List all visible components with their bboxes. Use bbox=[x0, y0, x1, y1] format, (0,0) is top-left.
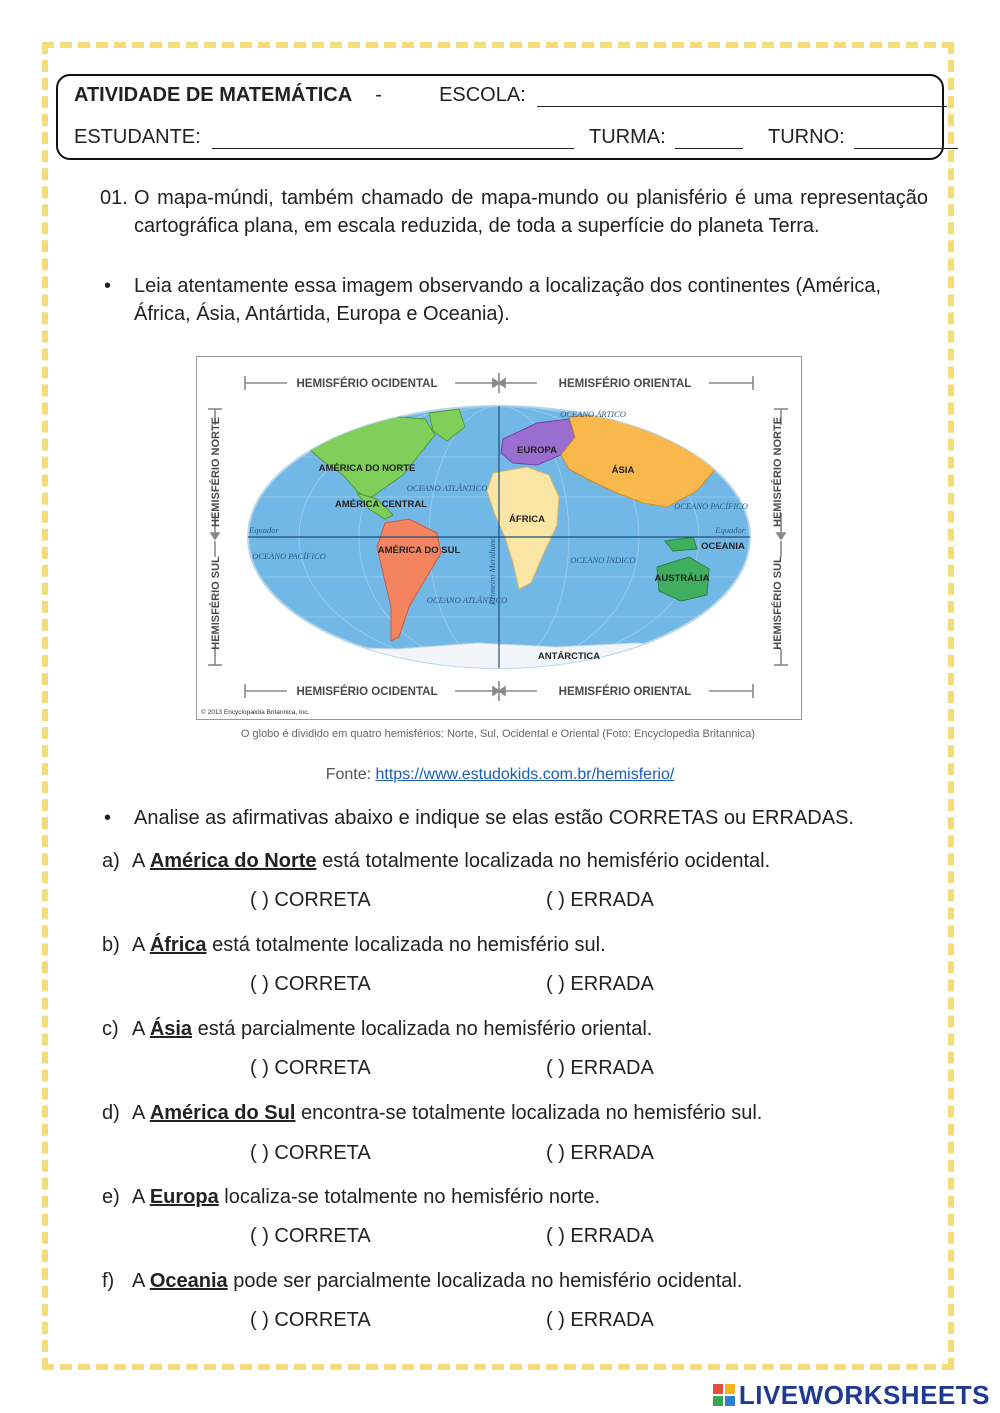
bullet-text: Analise as afirmativas abaixo e indique se elas estão CORRETAS ou ERRADAS. bbox=[134, 807, 854, 829]
option-errada-b[interactable]: ( ) ERRADA bbox=[546, 973, 654, 995]
liveworksheets-logo bbox=[713, 1380, 990, 1410]
intro-text: O mapa-múndi, também chamado de mapa-mundo ou planisfério é uma representação cartográfica plana, em escala reduzida, de toda a superfície do planeta Terra. bbox=[134, 187, 928, 237]
question-intro bbox=[100, 184, 928, 240]
label-oceano-atlantico-norte: OCEANO ATLÂNTICO bbox=[406, 483, 488, 493]
label-hemisferio-oriental-bottom: HEMISFÉRIO ORIENTAL bbox=[558, 686, 692, 698]
label-oceano-indico: OCEANO ÍNDICO bbox=[570, 555, 636, 565]
turno-label: TURNO: bbox=[768, 126, 845, 148]
question-text: está totalmente localizada no hemisfério ocidental. bbox=[322, 850, 771, 872]
label-equador-left: Equador bbox=[249, 525, 279, 535]
question-f bbox=[102, 1270, 742, 1293]
label-oceano-atlantico-sul: OCEANO ATLÂNTICO bbox=[426, 595, 508, 605]
label-africa: ÁFRICA bbox=[509, 514, 545, 525]
source-label: Fonte: bbox=[325, 766, 372, 783]
question-text: está totalmente localizada no hemisfério sul. bbox=[212, 934, 606, 956]
question-article: A bbox=[132, 1018, 145, 1040]
liveworksheets-logo-text: LIVEWORKSHEETS bbox=[738, 1379, 990, 1410]
label-hemisferio-oriental-top: HEMISFÉRIO ORIENTAL bbox=[558, 378, 692, 390]
option-errada-d[interactable]: ( ) ERRADA bbox=[546, 1142, 654, 1164]
escola-label: ESCOLA: bbox=[439, 84, 526, 106]
label-america-sul: AMÉRICA DO SUL bbox=[377, 545, 461, 556]
question-e bbox=[102, 1186, 600, 1209]
map-copyright: © 2013 Encyclopædia Britannica, Inc. bbox=[201, 709, 310, 716]
option-correta-a[interactable]: ( ) CORRETA bbox=[250, 889, 371, 911]
question-keyword: Oceania bbox=[149, 1270, 228, 1292]
question-article: A bbox=[132, 850, 145, 872]
world-map bbox=[196, 356, 802, 720]
question-label: f) bbox=[102, 1270, 115, 1292]
question-a bbox=[102, 850, 770, 873]
question-article: A bbox=[132, 1186, 145, 1208]
title-dash: - bbox=[375, 84, 382, 106]
question-article: A bbox=[132, 1102, 145, 1124]
turma-field[interactable] bbox=[675, 128, 743, 149]
label-oceania: OCEANIA bbox=[701, 541, 745, 552]
option-correta-b[interactable]: ( ) CORRETA bbox=[250, 973, 371, 995]
label-hemisferio-ocidental-top: HEMISFÉRIO OCIDENTAL bbox=[296, 378, 438, 390]
question-label: d) bbox=[102, 1102, 120, 1124]
question-article: A bbox=[132, 1270, 145, 1292]
option-correta-d[interactable]: ( ) CORRETA bbox=[250, 1142, 371, 1164]
option-correta-e[interactable]: ( ) CORRETA bbox=[250, 1225, 371, 1247]
option-errada-e[interactable]: ( ) ERRADA bbox=[546, 1225, 654, 1247]
option-errada-a[interactable]: ( ) ERRADA bbox=[546, 889, 654, 911]
option-errada-f[interactable]: ( ) ERRADA bbox=[546, 1309, 654, 1331]
label-hemisferio-norte-right: HEMISFÉRIO NORTE bbox=[772, 416, 784, 528]
escola-field[interactable] bbox=[537, 86, 947, 107]
question-b bbox=[102, 934, 606, 957]
map-caption: O globo é dividido em quatro hemisférios: Norte, Sul, Ocidental e Oriental (Foto: Encyclopedia Britannica) bbox=[240, 728, 756, 740]
bullet-analyze bbox=[100, 804, 930, 832]
option-correta-c[interactable]: ( ) CORRETA bbox=[250, 1057, 371, 1079]
question-keyword: América do Norte bbox=[149, 850, 317, 872]
activity-title: ATIVIDADE DE MATEMÁTICA bbox=[74, 84, 353, 106]
header-line-1 bbox=[74, 84, 926, 107]
label-primeiro-meridiano: Primeiro Meridiano bbox=[487, 536, 497, 605]
option-errada-c[interactable]: ( ) ERRADA bbox=[546, 1057, 654, 1079]
bullet-read-image bbox=[100, 272, 930, 328]
question-text: encontra-se totalmente localizada no hemisfério sul. bbox=[300, 1102, 763, 1124]
label-oceano-artico: OCEANO ÁRTICO bbox=[560, 409, 626, 419]
label-hemisferio-ocidental-bottom: HEMISFÉRIO OCIDENTAL bbox=[296, 686, 438, 698]
turno-field[interactable] bbox=[854, 128, 958, 149]
label-australia: AUSTRÁLIA bbox=[654, 573, 710, 584]
question-keyword: Europa bbox=[149, 1186, 219, 1208]
question-label: a) bbox=[102, 850, 120, 872]
label-america-central: AMÉRICA CENTRAL bbox=[334, 499, 428, 510]
question-keyword: América do Sul bbox=[149, 1102, 296, 1124]
liveworksheets-logo-icon bbox=[713, 1384, 735, 1406]
question-c bbox=[102, 1018, 652, 1041]
label-asia: ÁSIA bbox=[611, 465, 635, 476]
bullet-dot: • bbox=[104, 275, 112, 297]
label-antarctica: ANTÁRCTICA bbox=[537, 651, 601, 662]
question-number: 01. bbox=[100, 187, 128, 209]
option-correta-f[interactable]: ( ) CORRETA bbox=[250, 1309, 371, 1331]
source-link[interactable]: https://www.estudokids.com.br/hemisferio/ bbox=[375, 766, 675, 783]
question-keyword: África bbox=[149, 934, 207, 956]
question-d bbox=[102, 1102, 762, 1125]
question-keyword: Ásia bbox=[149, 1018, 193, 1040]
estudante-field[interactable] bbox=[212, 128, 574, 149]
source-line bbox=[0, 766, 1000, 784]
question-article: A bbox=[132, 934, 145, 956]
label-hemisferio-sul-right: HEMISFÉRIO SUL bbox=[772, 556, 784, 650]
question-text: está parcialmente localizada no hemisfério oriental. bbox=[197, 1018, 653, 1040]
bullet-dot: • bbox=[104, 807, 112, 829]
question-label: b) bbox=[102, 934, 120, 956]
header-line-2 bbox=[74, 126, 926, 149]
label-equador-right: Equador bbox=[715, 525, 745, 535]
question-label: c) bbox=[102, 1018, 119, 1040]
turma-label: TURMA: bbox=[589, 126, 666, 148]
estudante-label: ESTUDANTE: bbox=[74, 126, 201, 148]
label-hemisferio-sul-left: HEMISFÉRIO SUL bbox=[210, 556, 222, 650]
question-label: e) bbox=[102, 1186, 120, 1208]
label-europa: EUROPA bbox=[517, 445, 557, 456]
label-oceano-pacifico-west: OCEANO PACÍFICO bbox=[252, 551, 326, 561]
bullet-text: Leia atentamente essa imagem observando a localização dos continentes (América, África, Ásia, Antártida, Europa e Oceania). bbox=[134, 275, 882, 325]
label-hemisferio-norte-left: HEMISFÉRIO NORTE bbox=[210, 416, 222, 528]
label-oceano-pacifico-east: OCEANO PACÍFICO bbox=[674, 501, 748, 511]
label-america-norte: AMÉRICA DO NORTE bbox=[318, 463, 416, 474]
question-text: localiza-se totalmente no hemisfério norte. bbox=[224, 1186, 601, 1208]
question-text: pode ser parcialmente localizada no hemisfério ocidental. bbox=[233, 1270, 743, 1292]
header-box bbox=[56, 74, 944, 160]
